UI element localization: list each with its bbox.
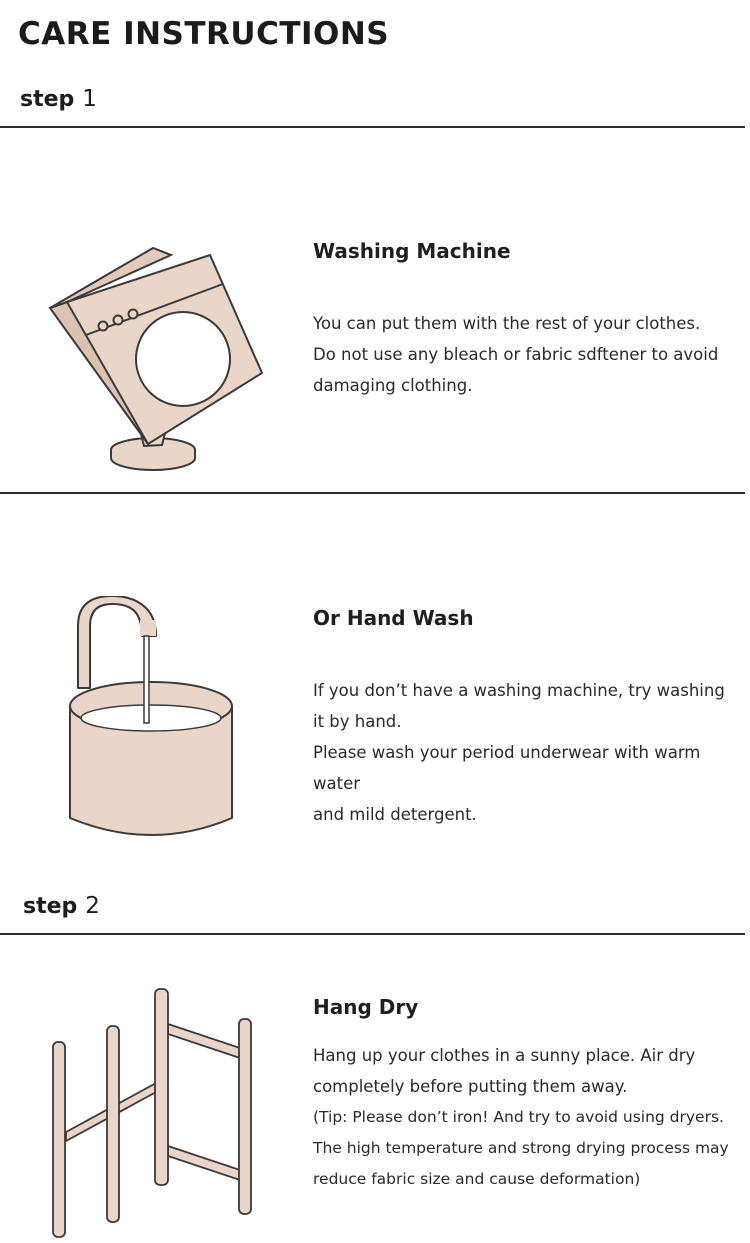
text-line: and mild detergent. [313, 805, 477, 824]
text-line: completely before putting them away. [313, 1077, 628, 1096]
text-line: damaging clothing. [313, 376, 473, 395]
text-line: it by hand. [313, 712, 402, 731]
text-line: You can put them with the rest of your clothes. [313, 314, 701, 333]
step-2-label [23, 893, 100, 919]
drying-rack-icon [40, 982, 265, 1242]
step-number: 1 [82, 86, 97, 112]
text-line: (Tip: Please don’t iron! And try to avoid using dryers. [313, 1108, 724, 1126]
step-word: step [23, 894, 78, 919]
section-text-washing-machine [313, 308, 743, 401]
step-1-label [20, 86, 97, 112]
text-line: If you don’t have a washing machine, try washing [313, 681, 725, 700]
hand-wash-basin-icon [60, 596, 245, 846]
text-line: Hang up your clothes in a sunny place. Air dry [313, 1046, 696, 1065]
washing-machine-icon [40, 240, 275, 475]
text-line: Please wash your period underwear with warm water [313, 743, 701, 793]
section-heading-washing-machine: Washing Machine [313, 239, 511, 263]
text-line: Do not use any bleach or fabric sdftener to avoid [313, 345, 719, 364]
section-divider [0, 492, 745, 494]
text-line: The high temperature and strong drying process may [313, 1139, 729, 1157]
step-number: 2 [85, 893, 100, 919]
text-line: reduce fabric size and cause deformation) [313, 1170, 641, 1188]
section-heading-hand-wash: Or Hand Wash [313, 606, 474, 630]
section-text-hang-dry [313, 1040, 743, 1195]
step-2-divider [0, 933, 745, 935]
section-text-hand-wash [313, 675, 743, 830]
step-1-divider [0, 126, 745, 128]
page-title: CARE INSTRUCTIONS [18, 16, 390, 52]
step-word: step [20, 87, 75, 112]
section-heading-hang-dry: Hang Dry [313, 995, 419, 1019]
